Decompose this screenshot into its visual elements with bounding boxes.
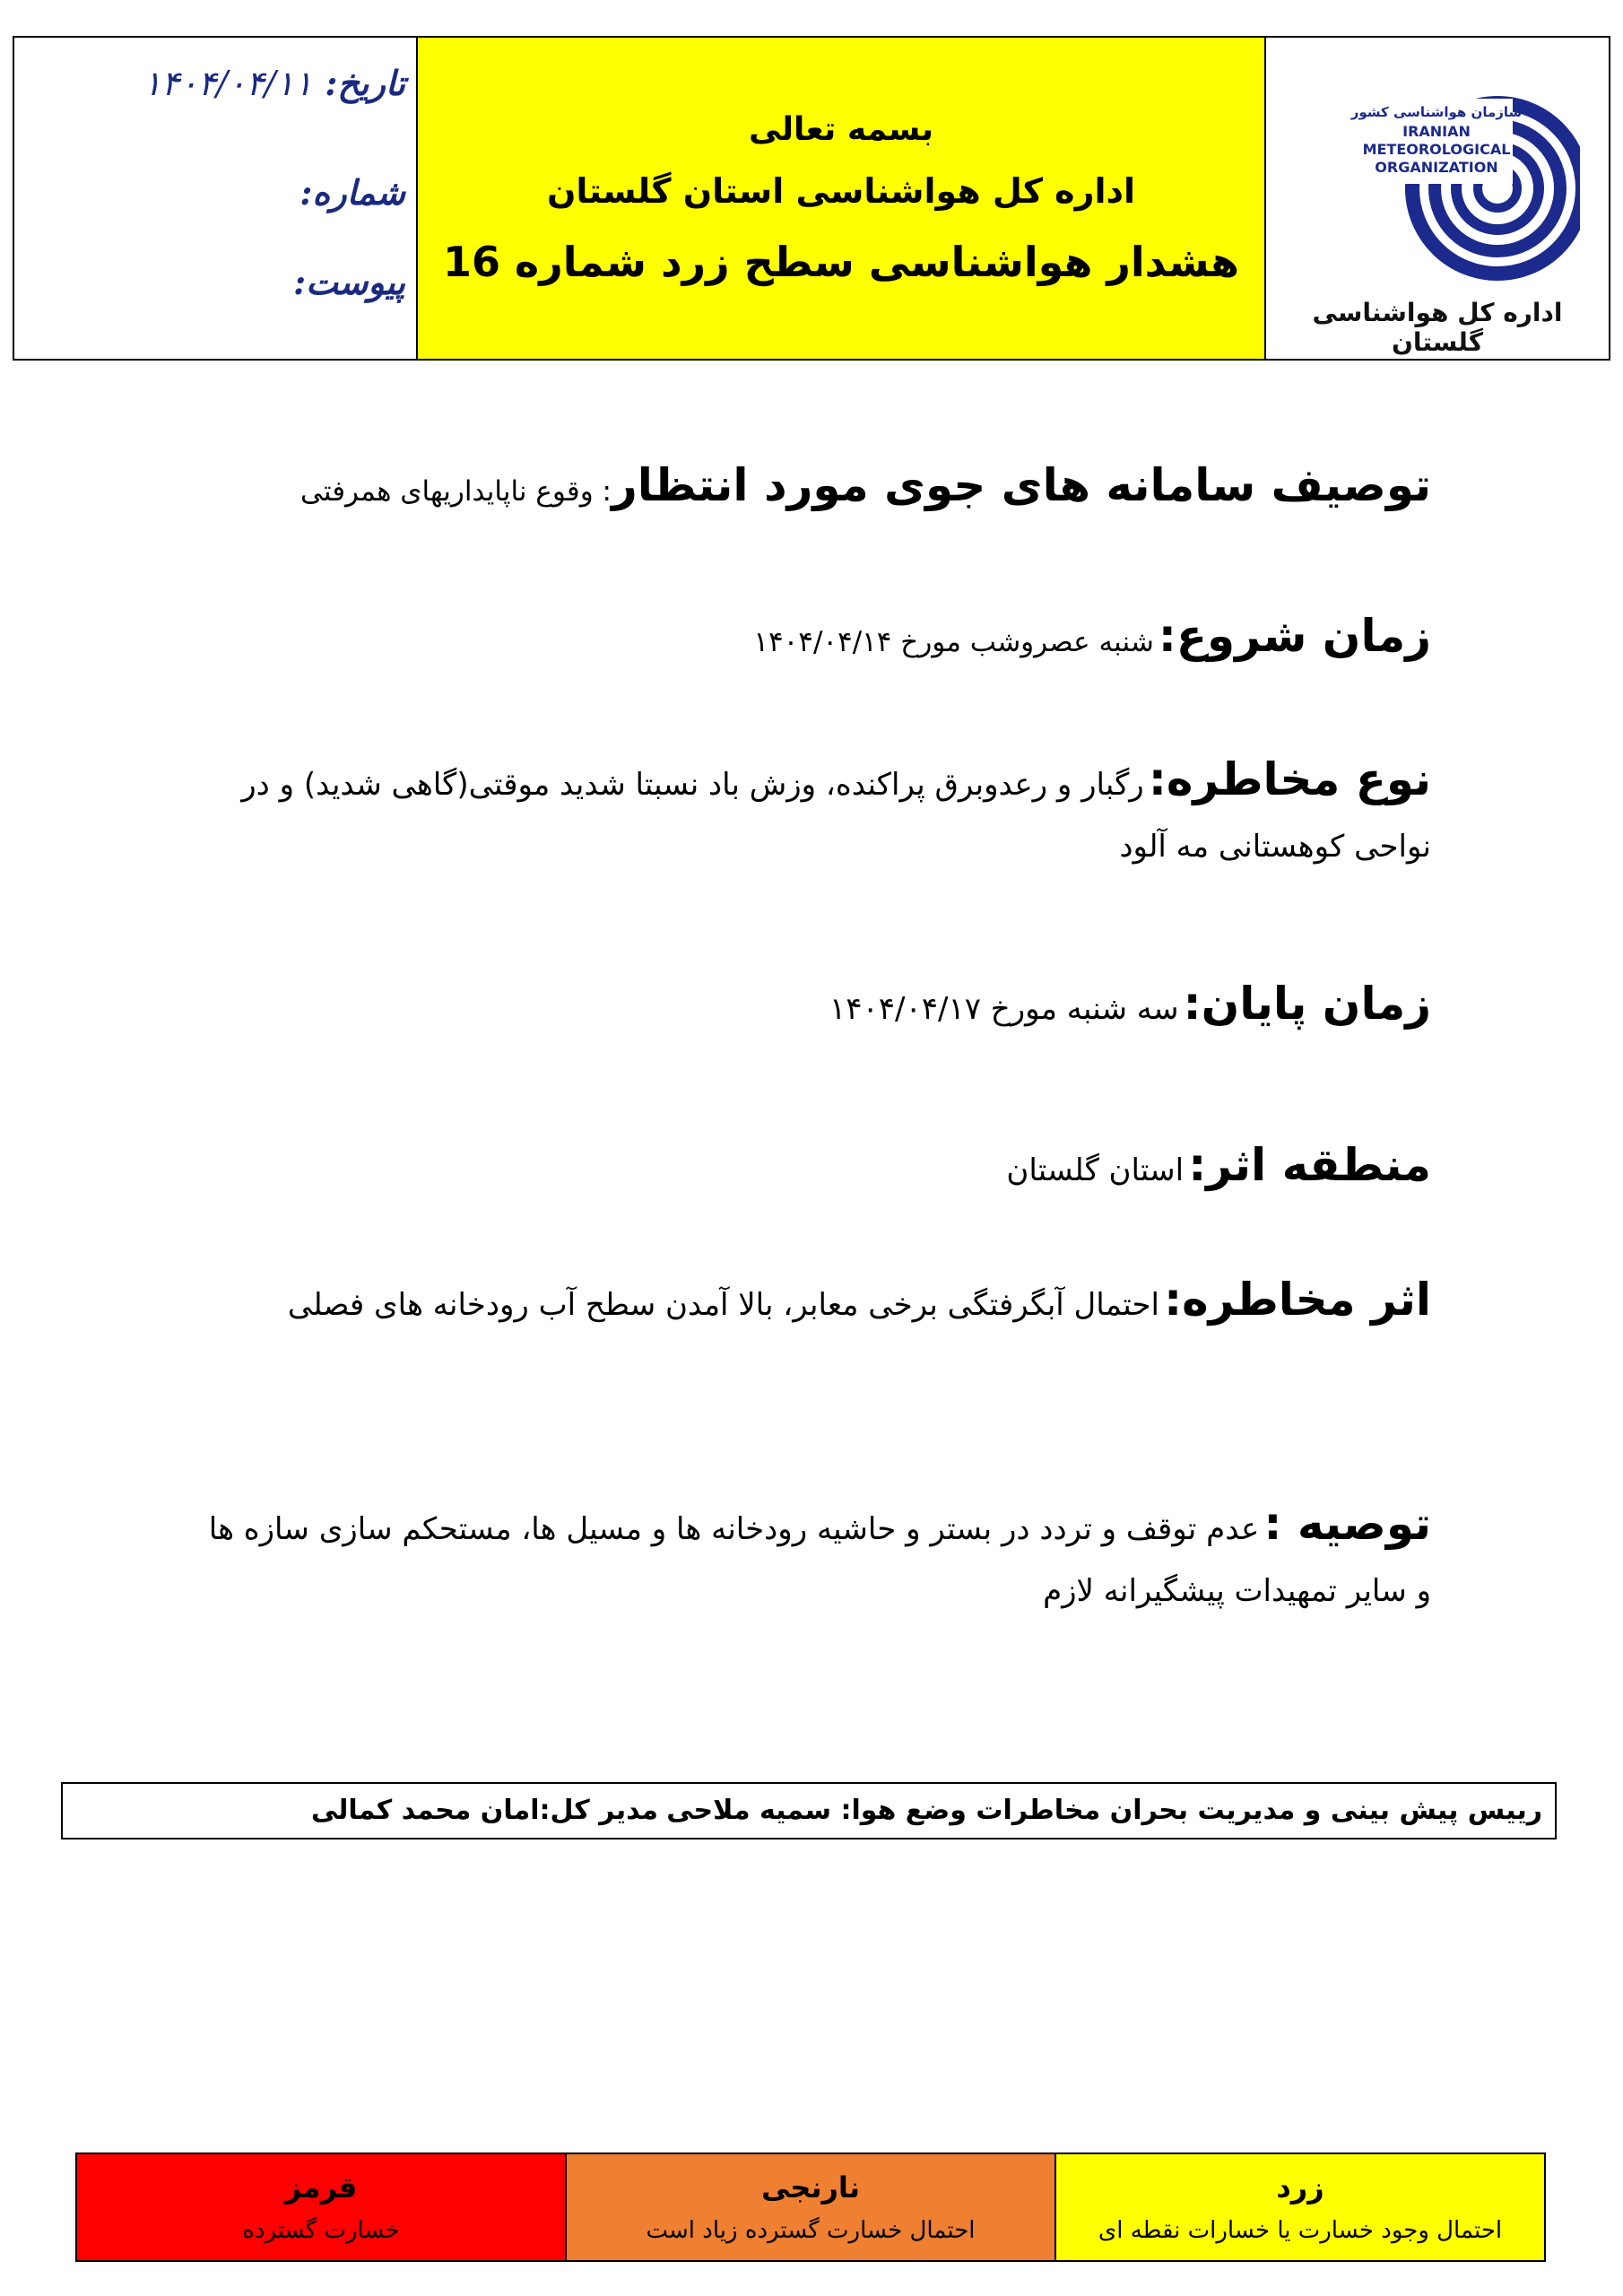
field-hazard-type (185, 739, 1431, 874)
date-value: ۱۴۰۴/۰۴/۱۱ (143, 64, 313, 103)
end-label: زمان پایان: (1183, 978, 1431, 1030)
legend-red (77, 2154, 565, 2260)
letterhead (13, 36, 1610, 361)
advice-label: توصیه : (1263, 1498, 1431, 1550)
logo-caption: اداره کل هواشناسی گلستان (1312, 298, 1563, 357)
logo-persian-text: سازمان هواشناسی کشور (1350, 104, 1523, 120)
systems-value: : وقوع ناپایداریهای همرفتی (300, 475, 612, 508)
area-label: منطقه اثر: (1188, 1139, 1431, 1191)
title-panel (418, 38, 1266, 359)
number-row (299, 172, 405, 213)
advice-value: عدم توقف و تردد در بستر و حاشیه رودخانه ها و مسیل ها، مستحکم سازی سازه ها و سایر تمهیدات پیشگیرانه لازم (208, 1511, 1431, 1609)
logo-line-1: IRANIAN (1402, 123, 1471, 140)
field-advice (185, 1483, 1431, 1619)
warning-title: هشدار هواشناسی سطح زرد شماره 16 (443, 237, 1239, 286)
field-end-time (265, 963, 1431, 1044)
director-signature: مدیر کل:امان محمد کمالی (310, 1795, 658, 1826)
legend-orange-desc: احتمال خسارت گسترده زیاد است (646, 2217, 976, 2244)
warning-level-legend (75, 2152, 1546, 2262)
legend-orange (565, 2154, 1055, 2260)
signature-box (61, 1782, 1557, 1839)
legend-red-name: قرمز (284, 2170, 358, 2205)
hazard-type-value: رگبار و رعدوبرق پراکنده، وزش باد نسبتا شدید موقتی(گاهی شدید) و در نواحی کوهستانی مه آلود (241, 767, 1431, 865)
forecast-head-signature: رییس پیش بینی و مدیریت بحران مخاطرات وضع هوا: سمیه ملاحی (666, 1795, 1542, 1826)
logo-line-3: ORGANIZATION (1375, 159, 1498, 176)
legend-orange-name: نارنجی (761, 2170, 860, 2205)
legend-yellow-name: زرد (1276, 2170, 1324, 2205)
legend-red-desc: خسارت گسترده (242, 2217, 400, 2244)
impact-value: احتمال آبگرفتگی برخی معابر، بالا آمدن سطح آب رودخانه های فصلی (287, 1287, 1159, 1323)
area-value: استان گلستان (1006, 1152, 1185, 1188)
start-value: شنبه عصروشب مورخ ۱۴۰۴/۰۴/۱۴ (753, 626, 1154, 658)
attachment-label: پیوست: (293, 262, 405, 302)
letter-meta-panel (14, 38, 418, 359)
logo-panel (1266, 38, 1609, 359)
legend-yellow (1055, 2154, 1544, 2260)
field-affected-area (265, 1125, 1431, 1205)
logo-line-2: METEOROLOGICAL (1362, 141, 1511, 158)
number-label: شماره: (299, 172, 405, 213)
date-label: تاریخ: (325, 63, 405, 103)
hazard-type-label: نوع مخاطره: (1148, 753, 1431, 805)
impact-label: اثر مخاطره: (1164, 1274, 1431, 1326)
field-systems (265, 445, 1431, 526)
legend-yellow-desc: احتمال وجود خسارت یا خسارات نقطه ای (1098, 2217, 1503, 2244)
field-start-time (265, 596, 1431, 676)
bismillah: بسمه تعالی (749, 110, 933, 148)
start-label: زمان شروع: (1158, 610, 1431, 662)
meteorological-organization-logo (1302, 83, 1580, 289)
office-name: اداره کل هواشناسی استان گلستان (546, 170, 1136, 211)
field-hazard-impact (265, 1259, 1431, 1340)
attachment-row (293, 262, 405, 302)
date-row (143, 63, 405, 103)
end-value: سه شنبه مورخ ۱۴۰۴/۰۴/۱۷ (829, 991, 1179, 1027)
systems-label: توصیف سامانه های جوی مورد انتظار (611, 459, 1431, 511)
